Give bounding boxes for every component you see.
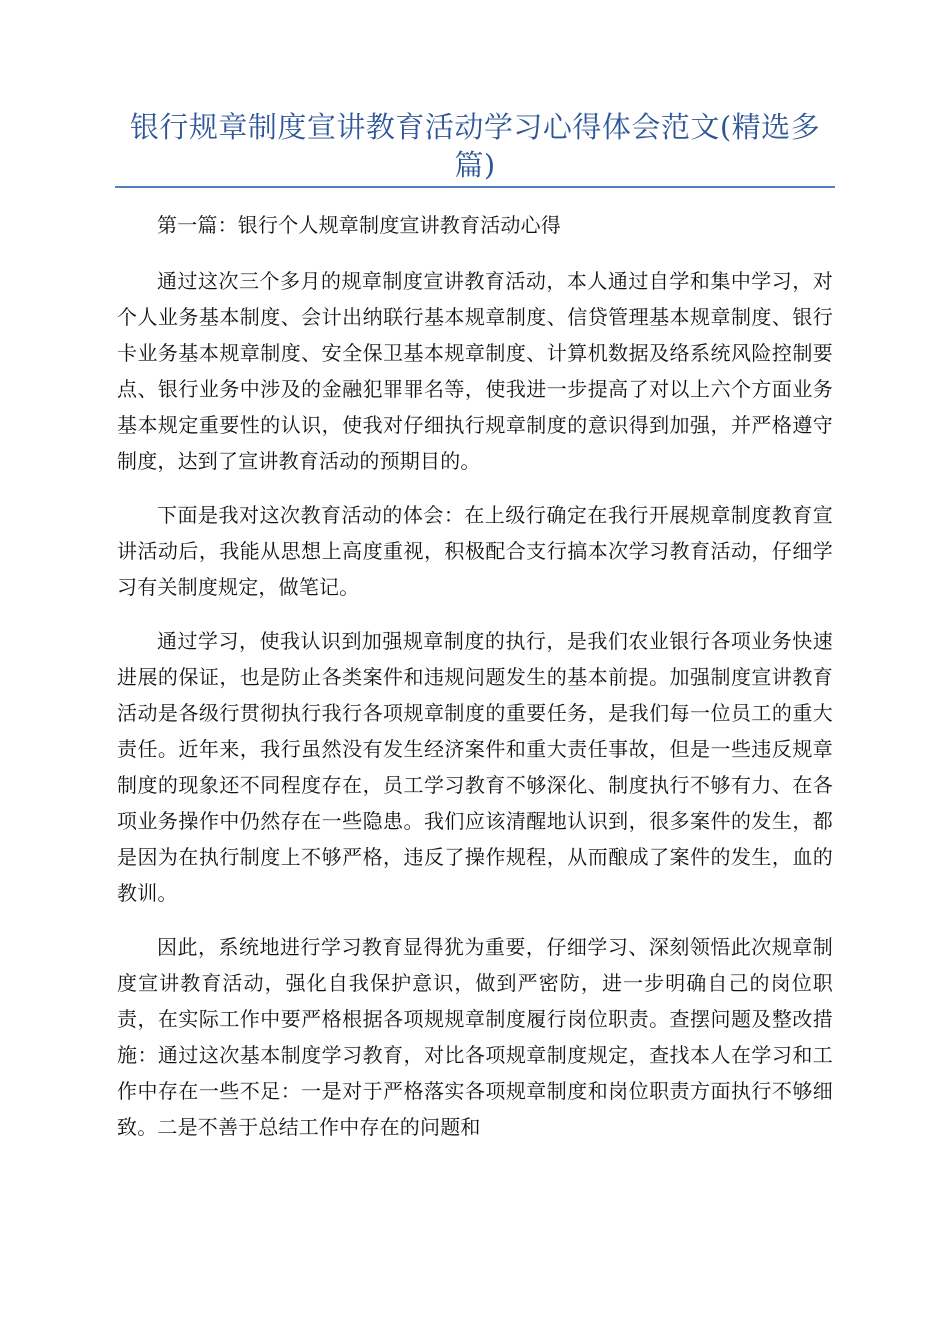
paragraph-3: 通过学习，使我认识到加强规章制度的执行，是我们农业银行各项业务快速进展的保证，也是防止各类案件和违规问题发生的基本前提。加强制度宣讲教育活动是各级行贯彻执行我行各项规章制度的重要任务，是我们每一位员工的重大责任。近年来，我行虽然没有发生经济案件和重大责任事故，但是一些违反规章制度的现象还不同程度存在，员工学习教育不够深化、制度执行不够有力、在各项业务操作中仍然存在一些隐患。我们应该清醒地认识到，很多案件的发生，都是因为在执行制度上不够严格，违反了操作规程，从而酿成了案件的发生，血的教训。 (117, 629, 833, 905)
section-heading: 第一篇：银行个人规章制度宣讲教育活动心得 (157, 213, 561, 237)
paragraph-1: 通过这次三个多月的规章制度宣讲教育活动，本人通过自学和集中学习，对个人业务基本制度、会计出纳联行基本规章制度、信贷管理基本规章制度、银行卡业务基本规章制度、安全保卫基本规章制度、计算机数据及络系统风险控制要点、银行业务中涉及的金融犯罪罪名等，使我进一步提高了对以上六个方面业务基本规定重要性的认识，使我对仔细执行规章制度的意识得到加强，并严格遵守制度，达到了宣讲教育活动的预期目的。 (117, 269, 833, 473)
paragraph-2: 下面是我对这次教育活动的体会：在上级行确定在我行开展规章制度教育宣讲活动后，我能从思想上高度重视，积极配合支行搞本次学习教育活动，仔细学习有关制度规定，做笔记。 (117, 503, 833, 599)
document-title: 银行规章制度宣讲教育活动学习心得体会范文(精选多篇) (129, 110, 821, 182)
paragraph-4: 因此，系统地进行学习教育显得犹为重要，仔细学习、深刻领悟此次规章制度宣讲教育活动，强化自我保护意识，做到严密防，进一步明确自己的岗位职责，在实际工作中要严格根据各项规规章制度履行岗位职责。查摆问题及整改措施：通过这次基本制度学习教育，对比各项规章制度规定，查找本人在学习和工作中存在一些不足：一是对于严格落实各项规章制度和岗位职责方面执行不够细致。二是不善于总结工作中存在的问题和 (117, 935, 833, 1139)
document-body (117, 207, 833, 1163)
title-underline (115, 186, 835, 188)
